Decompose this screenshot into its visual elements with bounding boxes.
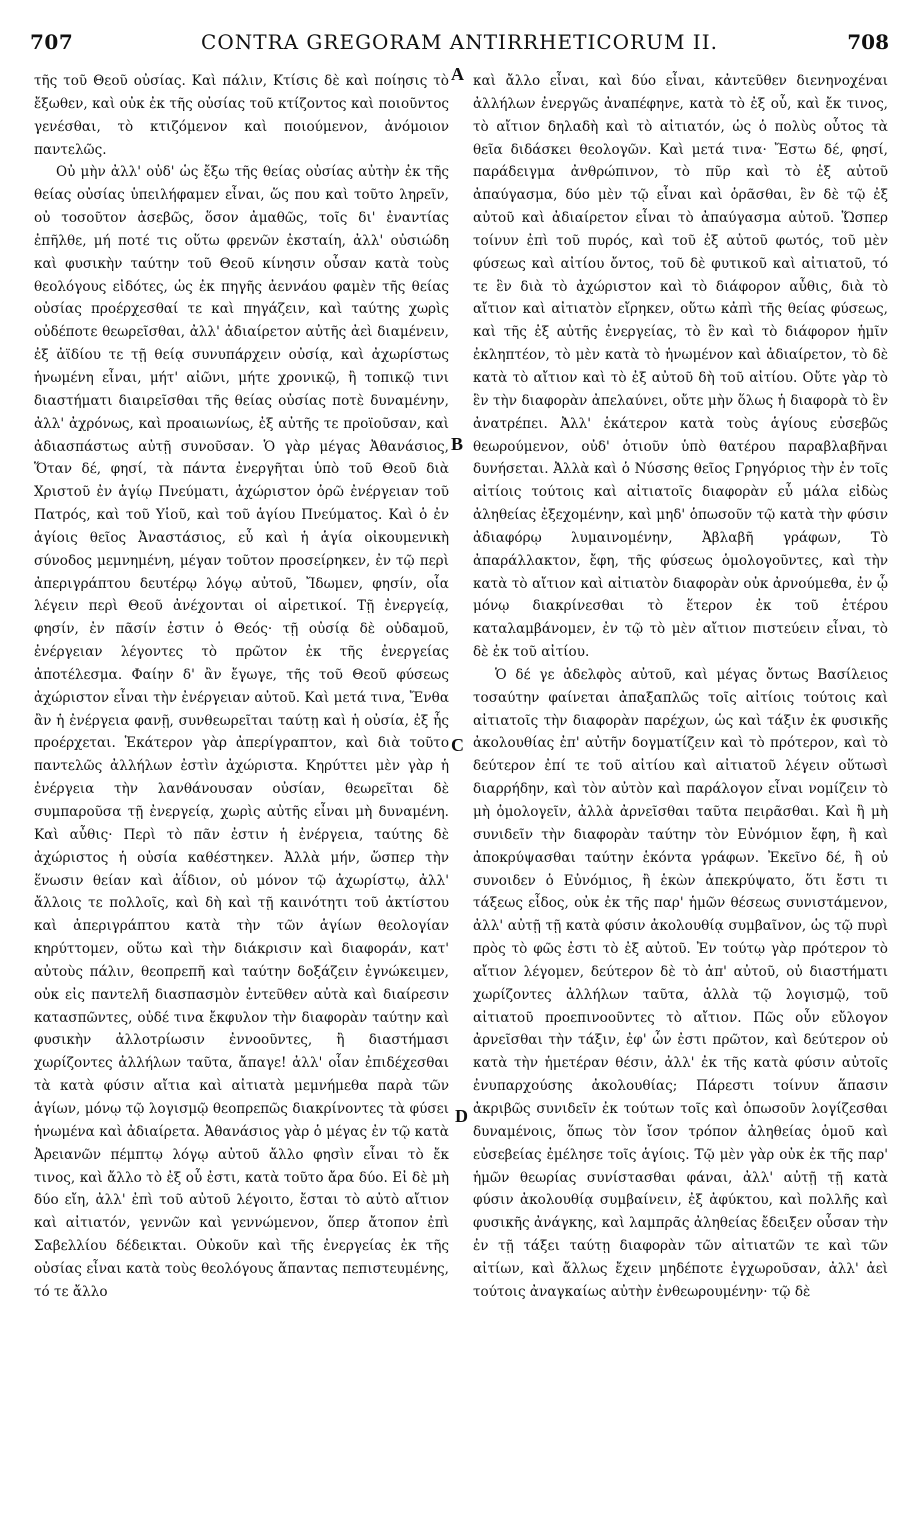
right-column — [473, 70, 888, 1304]
left-paragraph-1: τῆς τοῦ Θεοῦ οὐσίας. Καὶ πάλιν, Κτίσις δὲ καὶ ποίησις τὸ ἔξωθεν, καὶ οὐκ ἐκ τῆς οὐσίας τοῦ κτίζοντος καὶ ποιοῦντος γενέσθαι, τὸ κτιζόμενον καὶ ποιούμενον, ἀνόμοιον παντελῶς. — [34, 73, 449, 158]
right-paragraph-1: καὶ ἄλλο εἶναι, καὶ δύο εἶναι, κἀντεῦθεν διενηνοχέναι ἀλλήλων ἐνεργῶς ἀναπέφηνε, κατὰ τὸ ἐξ οὗ, καὶ ἔκ τινος, τὸ αἴτιον δηλαδὴ καὶ τὸ αἰτιατόν, ὡς ὁ πολὺς οὗτος τὰ θεῖα διδάσκει θεολογῶν. Καὶ μετά τινα· Ἔστω δέ, φησί, παράδειγμα ἀνθρώπινον, τὸ πῦρ καὶ τὸ ἐξ αὐτοῦ ἀπαύγασμα, δύο μὲν τῷ εἶναι καὶ ὁρᾶσθαι, ἓν δὲ τῷ ἐξ αὐτοῦ καὶ ἀδιαίρετον εἶναι τὸ ἀπαύγασμα αὐτοῦ. Ὥσπερ τοίνυν ἐπὶ τοῦ πυρός, καὶ τοῦ ἐξ αὐτοῦ φωτός, τοῦ μὲν φύσεως καὶ αἰτίου ὄντος, τοῦ δὲ φυτικοῦ καὶ αἰτιατοῦ, τό τε ἓν διὰ τὸ ἀχώριστον καὶ τὸ διάφορον αὖθις, διὰ τὸ αἴτιον καὶ αἰτιατὸν εἴρηκεν, οὕτω κἀπὶ τῆς θείας φύσεως, καὶ τῆς ἐξ αὐτῆς ἐνεργείας, τὸ ἓν καὶ τὸ διάφορον ἡμῖν ἐκληπτέον, τὸ μὲν κατὰ τὸ ἡνωμένον καὶ ἀδιαίρετον, τὸ δὲ κατὰ τὸ αἴτιον καὶ τὸ ἐξ αὐτοῦ δὴ τοῦ αἰτίου. Οὔτε γὰρ τὸ ἓν τὴν διαφορὰν ἀπελαύνει, οὔτε μὴν ὅλως ἡ διαφορὰ τὸ ἓν ἀνατρέπει. Ἀλλ' ἑκάτερον κατὰ τοὺς ἁγίους εὐσεβῶς θεωρούμενον, οὐδ' ὁτιοῦν ὑπὸ θατέρου παραβλαβῆναι δυνήσεται. Ἀλλὰ καὶ ὁ Νύσσης θεῖος Γρηγόριος τὴν ἐν τοῖς αἰτίοις τούτοις καὶ αἰτιατοῖς διαφορὰν εὖ μάλα εἰδὼς ἀληθείας ἐξεχομένην, καὶ μηδ' ὁπωσοῦν τῷ κατὰ τὴν φύσιν ἀδιαφόρῳ λυμαινομένην, Ἀβλαβῆ γράφων, Τὸ ἀπαράλλακτον, ἔφη, τῆς φύσεως ὁμολογοῦντες, καὶ τὴν κατὰ τὸ αἴτιον καὶ αἰτιατὸν διαφορὰν οὐκ ἀρνούμεθα, ἐν ᾧ μόνῳ διακρίνεσθαι τὸ ἕτερον ἐκ τοῦ ἑτέρου καταλαμβάνομεν, ἐν τῷ τὸ μὲν αἴτιον πιστεύειν εἶναι, τὸ δὲ ἐκ τοῦ αἰτίου. — [473, 73, 888, 661]
margin-marker-a: A — [451, 64, 464, 84]
margin-marker-c: C — [451, 735, 464, 755]
margin-marker-b: B — [451, 434, 464, 454]
left-paragraph-2: Οὐ μὴν ἀλλ' οὐδ' ὡς ἔξω τῆς θείας οὐσίας αὐτὴν ἐκ τῆς θείας οὐσίας ὑπειλήφαμεν εἶναι, ὥς που καὶ τοῦτο ληρεῖν, οὐ τοσοῦτον ἀσεβῶς, ὅσον ἀμαθῶς, τοῖς δι' ἐναντίας ἐπῆλθε, μή ποτέ τις οὕτω φρενῶν ἐκσταίη, ἀλλ' οὐσιώδη καὶ φυσικὴν ταύτην τοῦ Θεοῦ κίνησιν οὖσαν κατὰ τοὺς θεολόγους εἰδότες, ὡς ἐκ πηγῆς ἀεννάου φαμὲν τῆς θείας οὐσίας προέρχεσθαί τε καὶ πηγάζειν, καὶ ταύτης χωρὶς οὐδέποτε θεωρεῖσθαι, ἀλλ' ἀδιαίρετον αὐτῆς ἀεὶ διαμένειν, ἐξ ἀϊδίου τε τῇ θείᾳ συνυπάρχειν οὐσίᾳ, καὶ ἀχωρίστως ἡνωμένη εἶναι, μήτ' αἰῶνι, μήτε χρονικῷ, ἢ τοπικῷ τινι διαστήματι διαιρεῖσθαι τῆς θείας οὐσίας ποτὲ δυναμένην, ἀλλ' ἀχρόνως, καὶ προαιωνίως, ἐξ αὐτῆς τε προϊοῦσαν, καὶ ἀδιασπάστως αὐτῇ συνοῦσαν. Ὁ γὰρ μέγας Ἀθανάσιος, Ὅταν δέ, φησί, τὰ πάντα ἐνεργῆται ὑπὸ τοῦ Θεοῦ διὰ Χριστοῦ ἐν ἁγίῳ Πνεύματι, ἀχώριστον ὁρῶ ἐνέργειαν τοῦ Πατρός, καὶ τοῦ Υἱοῦ, καὶ τοῦ ἁγίου Πνεύματος. Καὶ ὁ ἐν ἁγίοις θεῖος Ἀναστάσιος, εὖ καὶ ἡ ἁγία οἰκουμενικὴ σύνοδος μεμνημένη, μέγαν τοῦτον προσείρηκεν, ἐν τῷ περὶ ἀπεριγράπτου δευτέρῳ λόγῳ αὐτοῦ, Ἴδωμεν, φησίν, οἷα λέγειν περὶ Θεοῦ ἀνέχονται οἱ αἱρετικοί. Τῇ ἐνεργείᾳ, φησίν, ἐν πᾶσίν ἐστιν ὁ Θεός· τῇ οὐσίᾳ δὲ οὐδαμοῦ, ἐνέργειαν λέγοντες τὸ πρῶτον ἐκ τῆς ἐνεργείας ἀποτέλεσμα. Φαίην δ' ἂν ἔγωγε, τῆς τοῦ Θεοῦ φύσεως ἀχώριστον εἶναι τὴν ἐνέργειαν αὐτοῦ. Καὶ μετά τινα, Ἔνθα ἂν ἡ ἐνέργεια φανῇ, συνθεωρεῖται ταύτῃ καὶ ἡ οὐσία, ἐξ ἧς προέρχεται. Ἑκάτερον γὰρ ἀπερίγραπτον, καὶ διὰ τοῦτο παντελῶς ἀλλήλων ἐστὶν ἀχώριστα. Κηρύττει μὲν γὰρ ἡ ἐνέργεια τὴν λανθάνουσαν οὐσίαν, θεωρεῖται δὲ συμπαροῦσα τῇ ἐνεργείᾳ, χωρὶς αὐτῆς εἶναι μὴ δυναμένη. Καὶ αὖθις· Περὶ τὸ πᾶν ἐστιν ἡ ἐνέργεια, ταύτης δὲ ἀχώριστος ἡ οὐσία καθέστηκεν. Ἀλλὰ μήν, ὥσπερ τὴν ἕνωσιν θείαν καὶ ἀΐδιον, οὐ μόνον τῷ ἀχωρίστῳ, ἀλλ' ἄλλοις τε πολλοῖς, καὶ δὴ καὶ τῇ καινότητι τοῦ ἀκτίστου καὶ ἀπεριγράπτου κατὰ τὴν τῶν ἁγίων θεολογίαν κηρύττομεν, οὕτω καὶ τὴν διάκρισιν καὶ διαφοράν, κατ' αὐτοὺς πάλιν, θεοπρεπῆ καὶ ταύτην δοξάζειν ἐγνώκειμεν, οὐκ εἰς παντελῆ διασπασμὸν ἐντεῦθεν αὐτὰ καὶ διαίρεσιν κατασπῶντες, οὐδέ τινα ἔκφυλον τὴν διαφορὰν ταύτην καὶ φυσικὴν ἀλλοτρίωσιν ἐννοοῦντες, ἢ διαστήμασι χωρίζοντες ἀλλήλων ταῦτα, ἄπαγε! ἀλλ' οἷαν ἐπιδέχεσθαι τὰ κατὰ φύσιν αἴτια καὶ αἰτιατὰ μεμνήμεθα παρὰ τῶν ἁγίων, μόνῳ τῷ λογισμῷ θεοπρεπῶς διακρίνοντες τὰ φύσει ἡνωμένα καὶ ἀδιαίρετα. Ἀθανάσιος γὰρ ὁ μέγας ἐν τῷ κατὰ Ἀρειανῶν πέμπτῳ λόγῳ αὐτοῦ ἄλλο φησὶν εἶναι τὸ ἔκ τινος, καὶ ἄλλο τὸ ἐξ οὗ ἐστι, κατὰ τοῦτο ἄρα δύο. Εἰ δὲ μὴ δύο εἴη, ἀλλ' ἐπὶ τοῦ αὐτοῦ λέγοιτο, ἔσται τὸ αὐτὸ αἴτιον καὶ αἰτιατόν, γεννῶν καὶ γεννώμενον, ὅπερ ἄτοπον ἐπὶ Σαβελλίου δέδεικται. Οὐκοῦν καὶ τῆς ἐνεργείας ἐκ τῆς οὐσίας εἶναι κατὰ τοὺς θεολόγους ἅπαντας πεπιστευμένης, τό τε ἄλλο — [34, 164, 449, 1300]
running-title: CONTRA GREGORAM ANTIRRHETICORUM II. — [201, 30, 718, 54]
page-number-right: 708 — [847, 30, 889, 54]
page-header — [30, 30, 889, 62]
right-paragraph-2: Ὁ δέ γε ἀδελφὸς αὐτοῦ, καὶ μέγας ὄντως Βασίλειος τοσαύτην φαίνεται ἀπαξαπλῶς τοῖς αἰτίοις τούτοις καὶ αἰτιατοῖς τὴν διαφορὰν παρέχων, ὡς καὶ τάξιν ἐκ φυσικῆς ἀκολουθίας ἐπ' αὐτῆν δογματίζειν καὶ τὸ πρότερον, καὶ τὸ δεύτερον ἐπί τε τοῦ αἰτίου καὶ αἰτιατοῦ λέγειν οὕτωσὶ διαρρήδην, καὶ τὸν αὐτὸν καὶ παράλογον εἶναι νομίζειν τὸ μὴ ὁμολογεῖν, ἀλλὰ ἀρνεῖσθαι ταῦτα πειρᾶσθαι. Καὶ ἢ μὴ συνιδεῖν τὴν διαφορὰν ταύτην τὸν Εὐνόμιον ἔφη, ἢ καὶ ἀποκρύψασθαι ταύτην ἑκόντα γράφων. Ἐκεῖνο δέ, ἢ οὐ συνοιδεν ὁ Εὐνόμιος, ἢ ἑκὼν ἀπεκρύψατο, ὅτι ἔστι τι τάξεως εἶδος, οὐκ ἐκ τῆς παρ' ἡμῶν θέσεως συνιστάμενον, ἀλλ' αὐτῇ τῇ κατὰ φύσιν ἀκολουθίᾳ συμβαῖνον, ὡς τῷ πυρὶ πρὸς τὸ φῶς ἐστι τὸ ἐξ αὐτοῦ. Ἐν τούτῳ γὰρ πρότερον τὸ αἴτιον λέγομεν, δεύτερον δὲ τὸ ἀπ' αὐτοῦ, οὐ διαστήματι χωρίζοντες ἀλλήλων ταῦτα, ἀλλὰ τῷ λογισμῷ, τοῦ αἰτιατοῦ προεπινοοῦντες τὸ αἴτιον. Πῶς οὖν εὔλογον ἀρνεῖσθαι τὴν τάξιν, ἐφ' ὧν ἐστι πρῶτον, καὶ δεύτερον οὐ κατὰ τὴν ἡμετέραν θέσιν, ἀλλ' ἐκ τῆς κατὰ φύσιν αὐτοῖς ἐνυπαρχούσης ἀκολουθίας; Πάρεστι τοίνυν ἅπασιν ἀκριβῶς συνιδεῖν ἐκ τούτων τοῖς καὶ ὁπωσοῦν λογίζεσθαι δυναμένοις, ὅπως τὸν ἴσον τρόπον ἀληθείας ὁμοῦ καὶ εὐσεβείας ἐμέλησε τοῖς ἁγίοις. Τῷ μὲν γὰρ οὐκ ἐκ τῆς παρ' ἡμῶν θεωρίας συνίστασθαι φάναι, ἀλλ' αὐτῇ τῇ κατὰ φύσιν ἀκολουθίᾳ συμβαίνειν, ἐξ ἀφύκτου, καὶ πολλῆς καὶ φυσικῆς ἀνάγκης, καὶ λαμπρᾶς ἀληθείας ἔδειξεν οὖσαν τὴν ἐν τῇ τάξει ταύτῃ διαφορὰν τῶν αἰτιατῶν τε καὶ τῶν αἰτίων, καὶ ἄλλως ἔχειν μηδέποτε ἐγχωροῦσαν, ἀλλ' ἀεὶ τούτοις ἀναγκαίως αὐτὴν ἐνθεωρουμένην· τῷ δὲ — [473, 666, 888, 1300]
left-column — [34, 70, 449, 1304]
margin-marker-d: D — [455, 1106, 468, 1126]
page-number-left: 707 — [30, 30, 74, 54]
